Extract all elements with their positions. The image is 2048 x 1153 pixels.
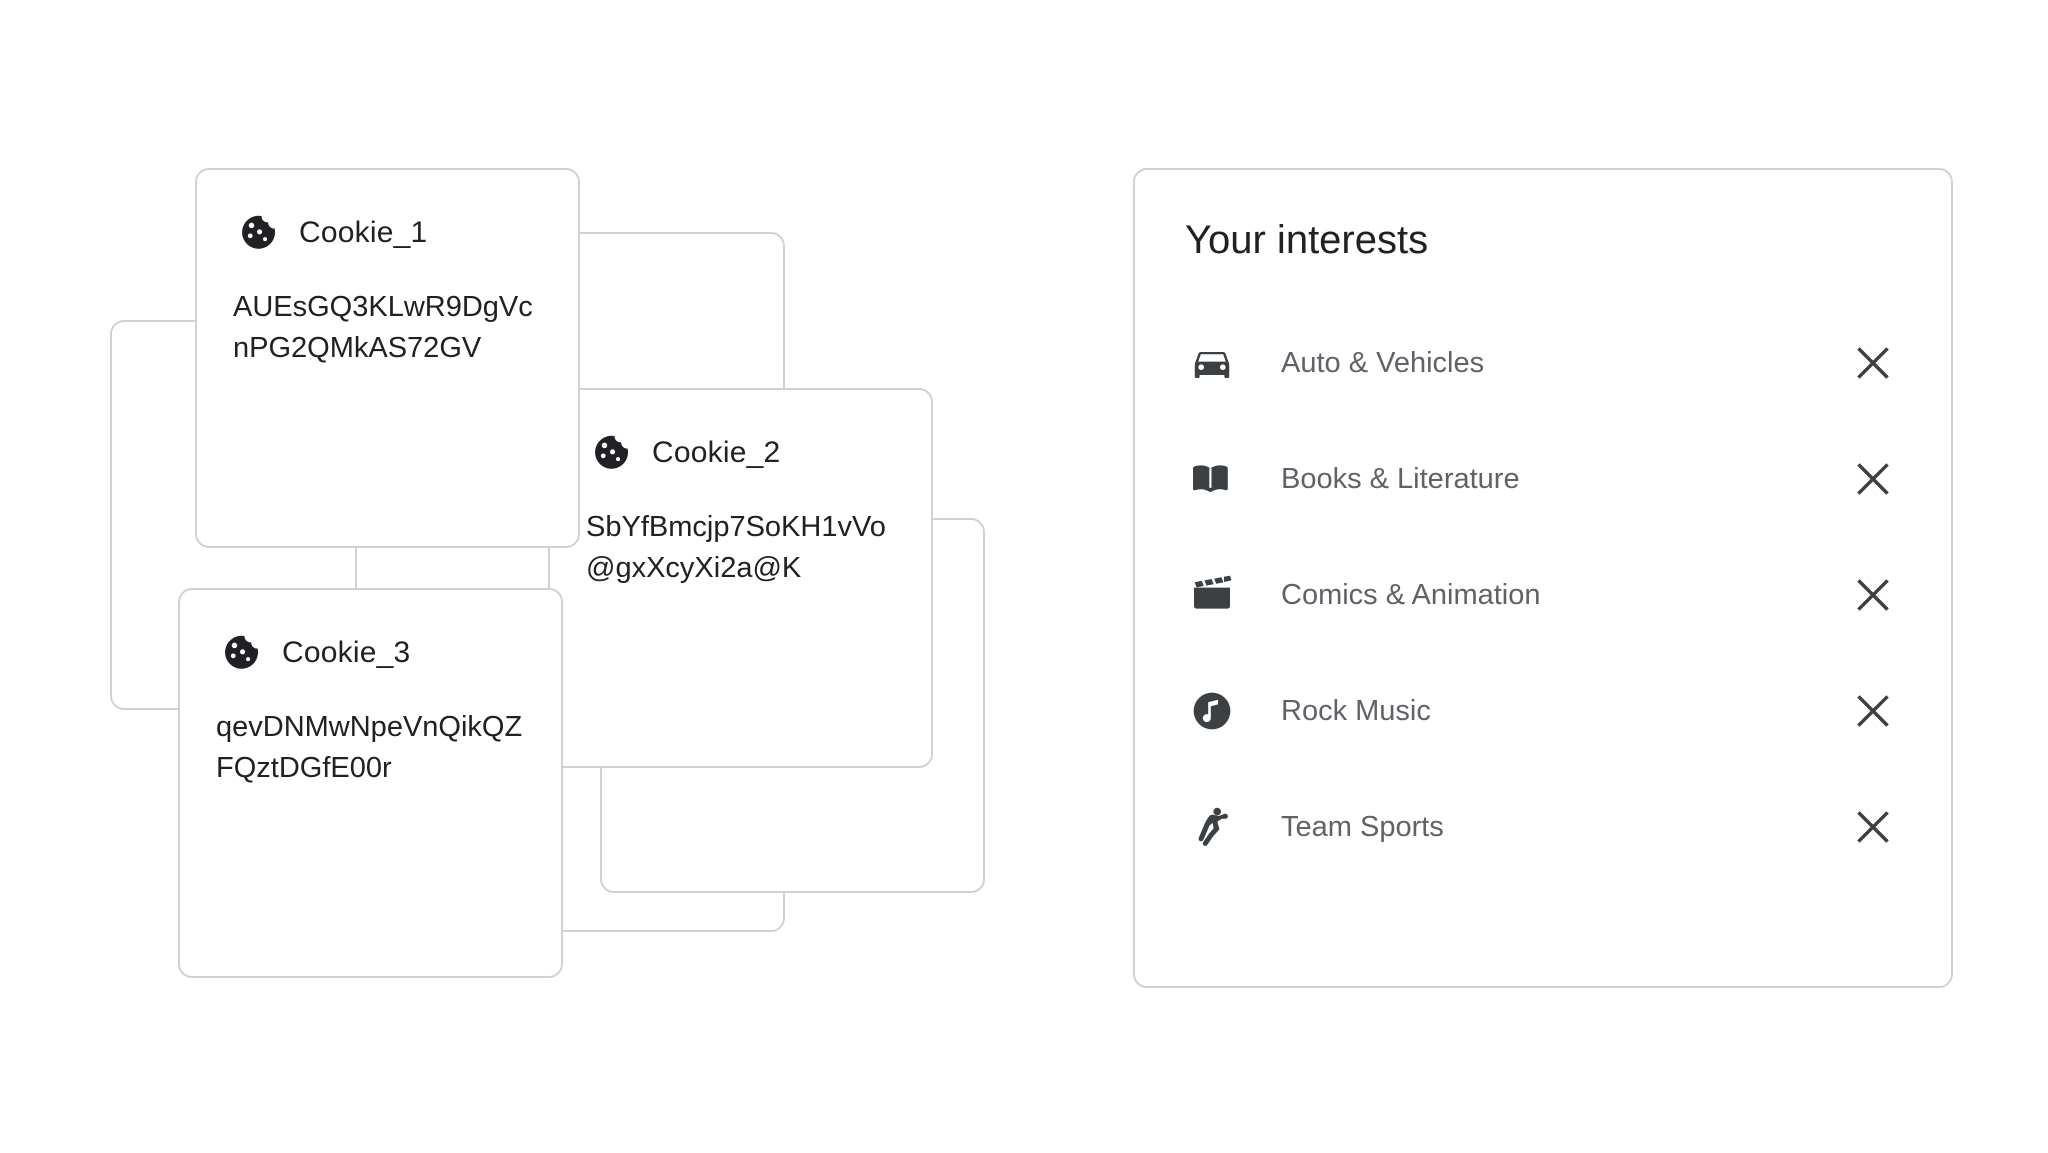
cookie-card[interactable] (195, 168, 580, 548)
cookie-card[interactable] (548, 388, 933, 768)
cookie-card-value: AUEsGQ3KLwR9DgVcnPG2QMkAS72GV (233, 291, 533, 365)
cookie-icon (235, 208, 279, 257)
cookie-card-header (197, 170, 578, 257)
cookie-card-header (180, 590, 561, 677)
interest-label: Comics & Animation (1281, 578, 1541, 611)
cookie-icon (588, 428, 632, 477)
list-item (1185, 537, 1901, 653)
cookie-card-value: qevDNMwNpeVnQikQZFQztDGfE00r (216, 711, 523, 785)
cookie-card-title: Cookie_3 (282, 635, 411, 669)
cookie-card[interactable] (178, 588, 563, 978)
close-icon[interactable] (1845, 335, 1901, 391)
list-item (1185, 305, 1901, 421)
cookie-icon (218, 628, 262, 677)
clapperboard-icon (1185, 571, 1239, 619)
cookie-card-value: SbYfBmcjp7SoKH1vVo@gxXcyXi2a@K (586, 511, 886, 585)
page-title: Your interests (1185, 218, 1429, 262)
music-note-icon (1185, 687, 1239, 735)
handball-icon (1185, 803, 1239, 851)
car-icon (1185, 339, 1239, 387)
interest-label: Team Sports (1281, 810, 1444, 843)
interest-label: Rock Music (1281, 694, 1431, 727)
close-icon[interactable] (1845, 451, 1901, 507)
cookie-card-header (550, 390, 931, 477)
interest-label: Books & Literature (1281, 462, 1520, 495)
list-item (1185, 421, 1901, 537)
close-icon[interactable] (1845, 799, 1901, 855)
interests-panel (1133, 168, 1953, 988)
cookie-card-title: Cookie_2 (652, 435, 781, 469)
list-item (1185, 653, 1901, 769)
close-icon[interactable] (1845, 567, 1901, 623)
interest-label: Auto & Vehicles (1281, 346, 1485, 379)
list-item (1185, 769, 1901, 885)
book-icon (1185, 455, 1239, 503)
cookie-card-title: Cookie_1 (299, 215, 428, 249)
close-icon[interactable] (1845, 683, 1901, 739)
